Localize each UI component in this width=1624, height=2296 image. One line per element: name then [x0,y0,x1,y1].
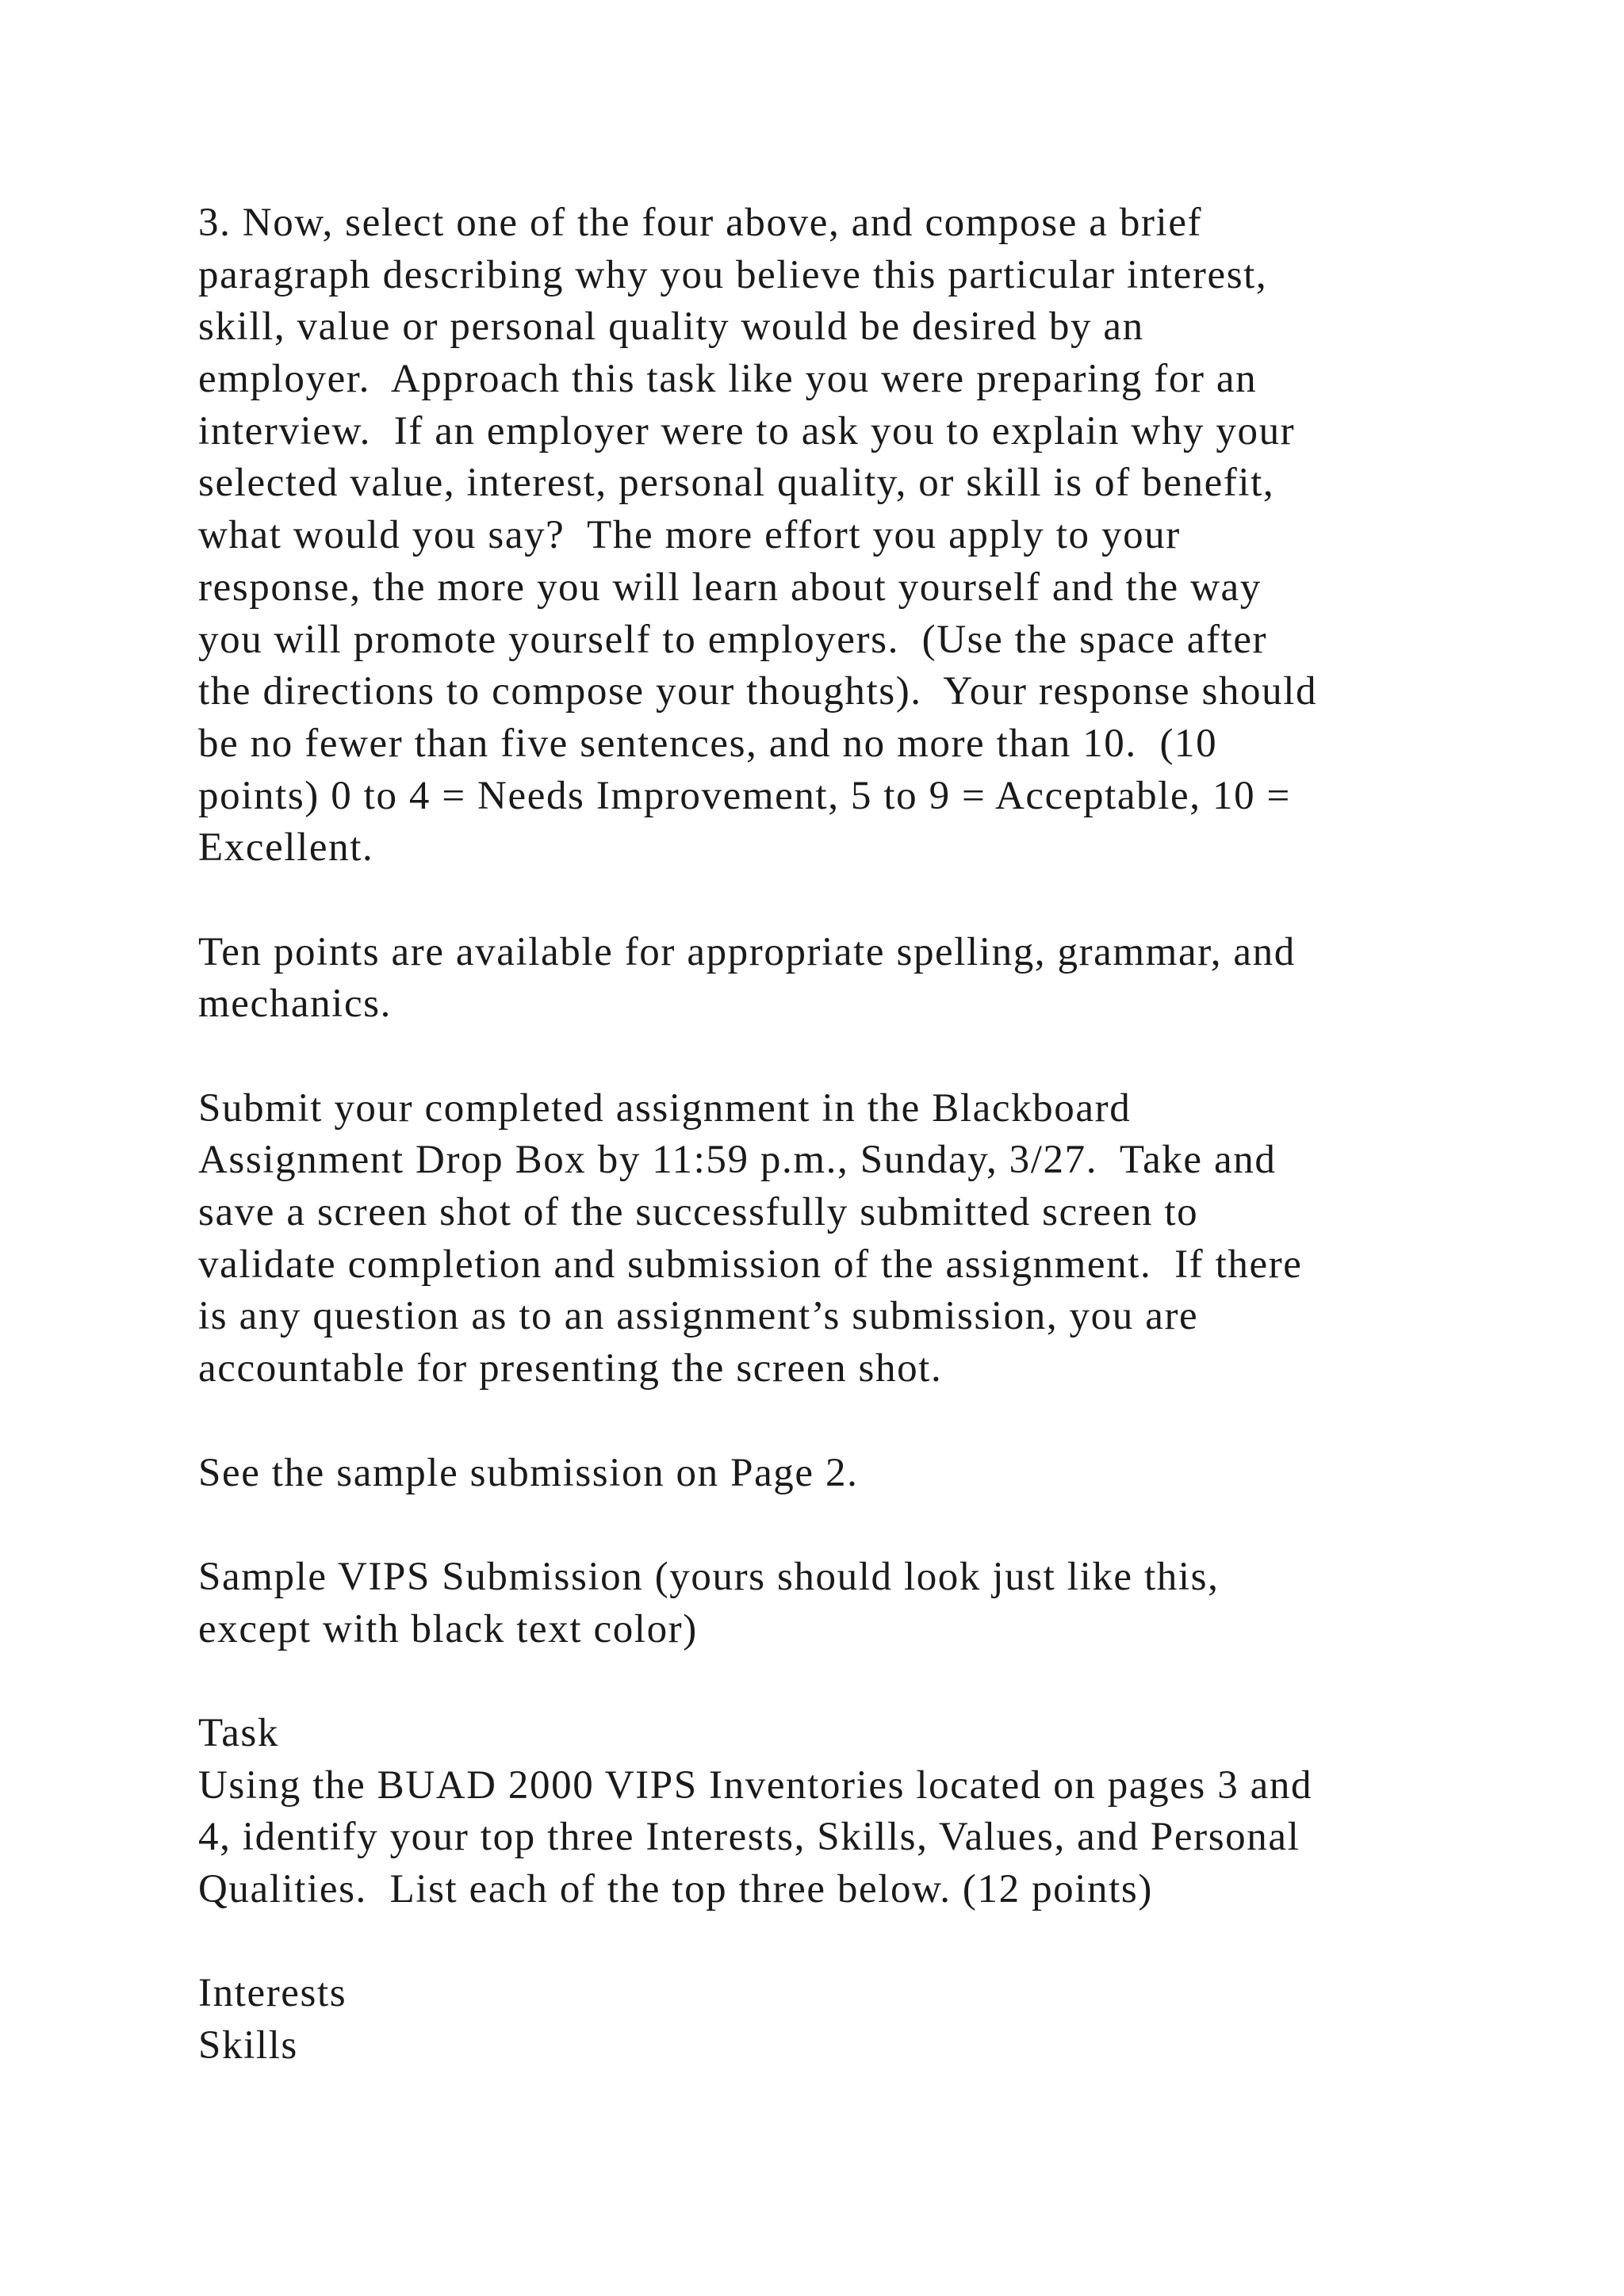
task-heading: Task [198,1710,279,1755]
paragraph-gap [198,874,1451,927]
text-line: See the sample submission on Page 2. [198,1450,859,1495]
text-line: Ten points are available for appropriate spelling, grammar, and [198,929,1296,974]
sample-note [198,1448,1451,1500]
instruction-paragraph [198,197,1451,874]
category-skills: Skills [198,2023,298,2068]
text-line: Assignment Drop Box by 11:59 p.m., Sunday, 3/27. Take and [198,1138,1277,1183]
text-line: Using the BUAD 2000 VIPS Inventories located on pages 3 and [198,1762,1313,1808]
text-line: Submit your completed assignment in the Blackboard [198,1085,1132,1131]
text-line: 4, identify your top three Interests, Skills, Values, and Personal [198,1815,1300,1860]
text-line: interview. If an employer were to ask you to explain why your [198,408,1296,453]
text-line: response, the more you will learn about yourself and the way [198,564,1262,610]
text-line: Sample VIPS Submission (yours should look just like this, [198,1554,1220,1599]
text-line: you will promote yourself to employers. (Use the space after [198,617,1268,662]
sample-heading [198,1552,1451,1655]
text-line: validate completion and submission of the assignment. If there [198,1242,1303,1287]
paragraph-gap [198,1655,1451,1708]
document-body [198,197,1451,2072]
text-line: be no fewer than five sentences, and no more than 10. (10 [198,721,1218,766]
text-line: employer. Approach this task like you were preparing for an [198,357,1258,402]
text-line: Qualities. List each of the top three below. (12 points) [198,1867,1153,1911]
text-line: paragraph describing why you believe this particular interest, [198,252,1268,297]
text-line: except with black text color) [198,1606,698,1651]
text-line: 3. Now, select one of the four above, and compose a brief [198,201,1203,245]
task-paragraph [198,1708,1451,1916]
submit-paragraph [198,1083,1451,1395]
text-line: Excellent. [198,825,374,871]
text-line: the directions to compose your thoughts). Your response should [198,669,1318,714]
paragraph-gap [198,1395,1451,1448]
text-line: selected value, interest, personal quality, or skill is of benefit, [198,461,1275,506]
text-line: points) 0 to 4 = Needs Improvement, 5 to 9 = Acceptable, 10 = [198,773,1291,818]
text-line: accountable for presenting the screen shot. [198,1346,943,1391]
paragraph-gap [198,1031,1451,1083]
text-line: what would you say? The more effort you apply to your [198,513,1181,558]
category-interests: Interests [198,1971,347,2016]
paragraph-gap [198,1916,1451,1969]
text-line: mechanics. [198,982,392,1027]
paragraph-gap [198,1499,1451,1552]
text-line: skill, value or personal quality would be desired by an [198,304,1144,350]
text-line: save a screen shot of the successfully submitted screen to [198,1190,1199,1235]
grammar-paragraph [198,927,1451,1031]
category-list [198,1968,1451,2072]
text-line: is any question as to an assignment’s submission, you are [198,1294,1199,1339]
